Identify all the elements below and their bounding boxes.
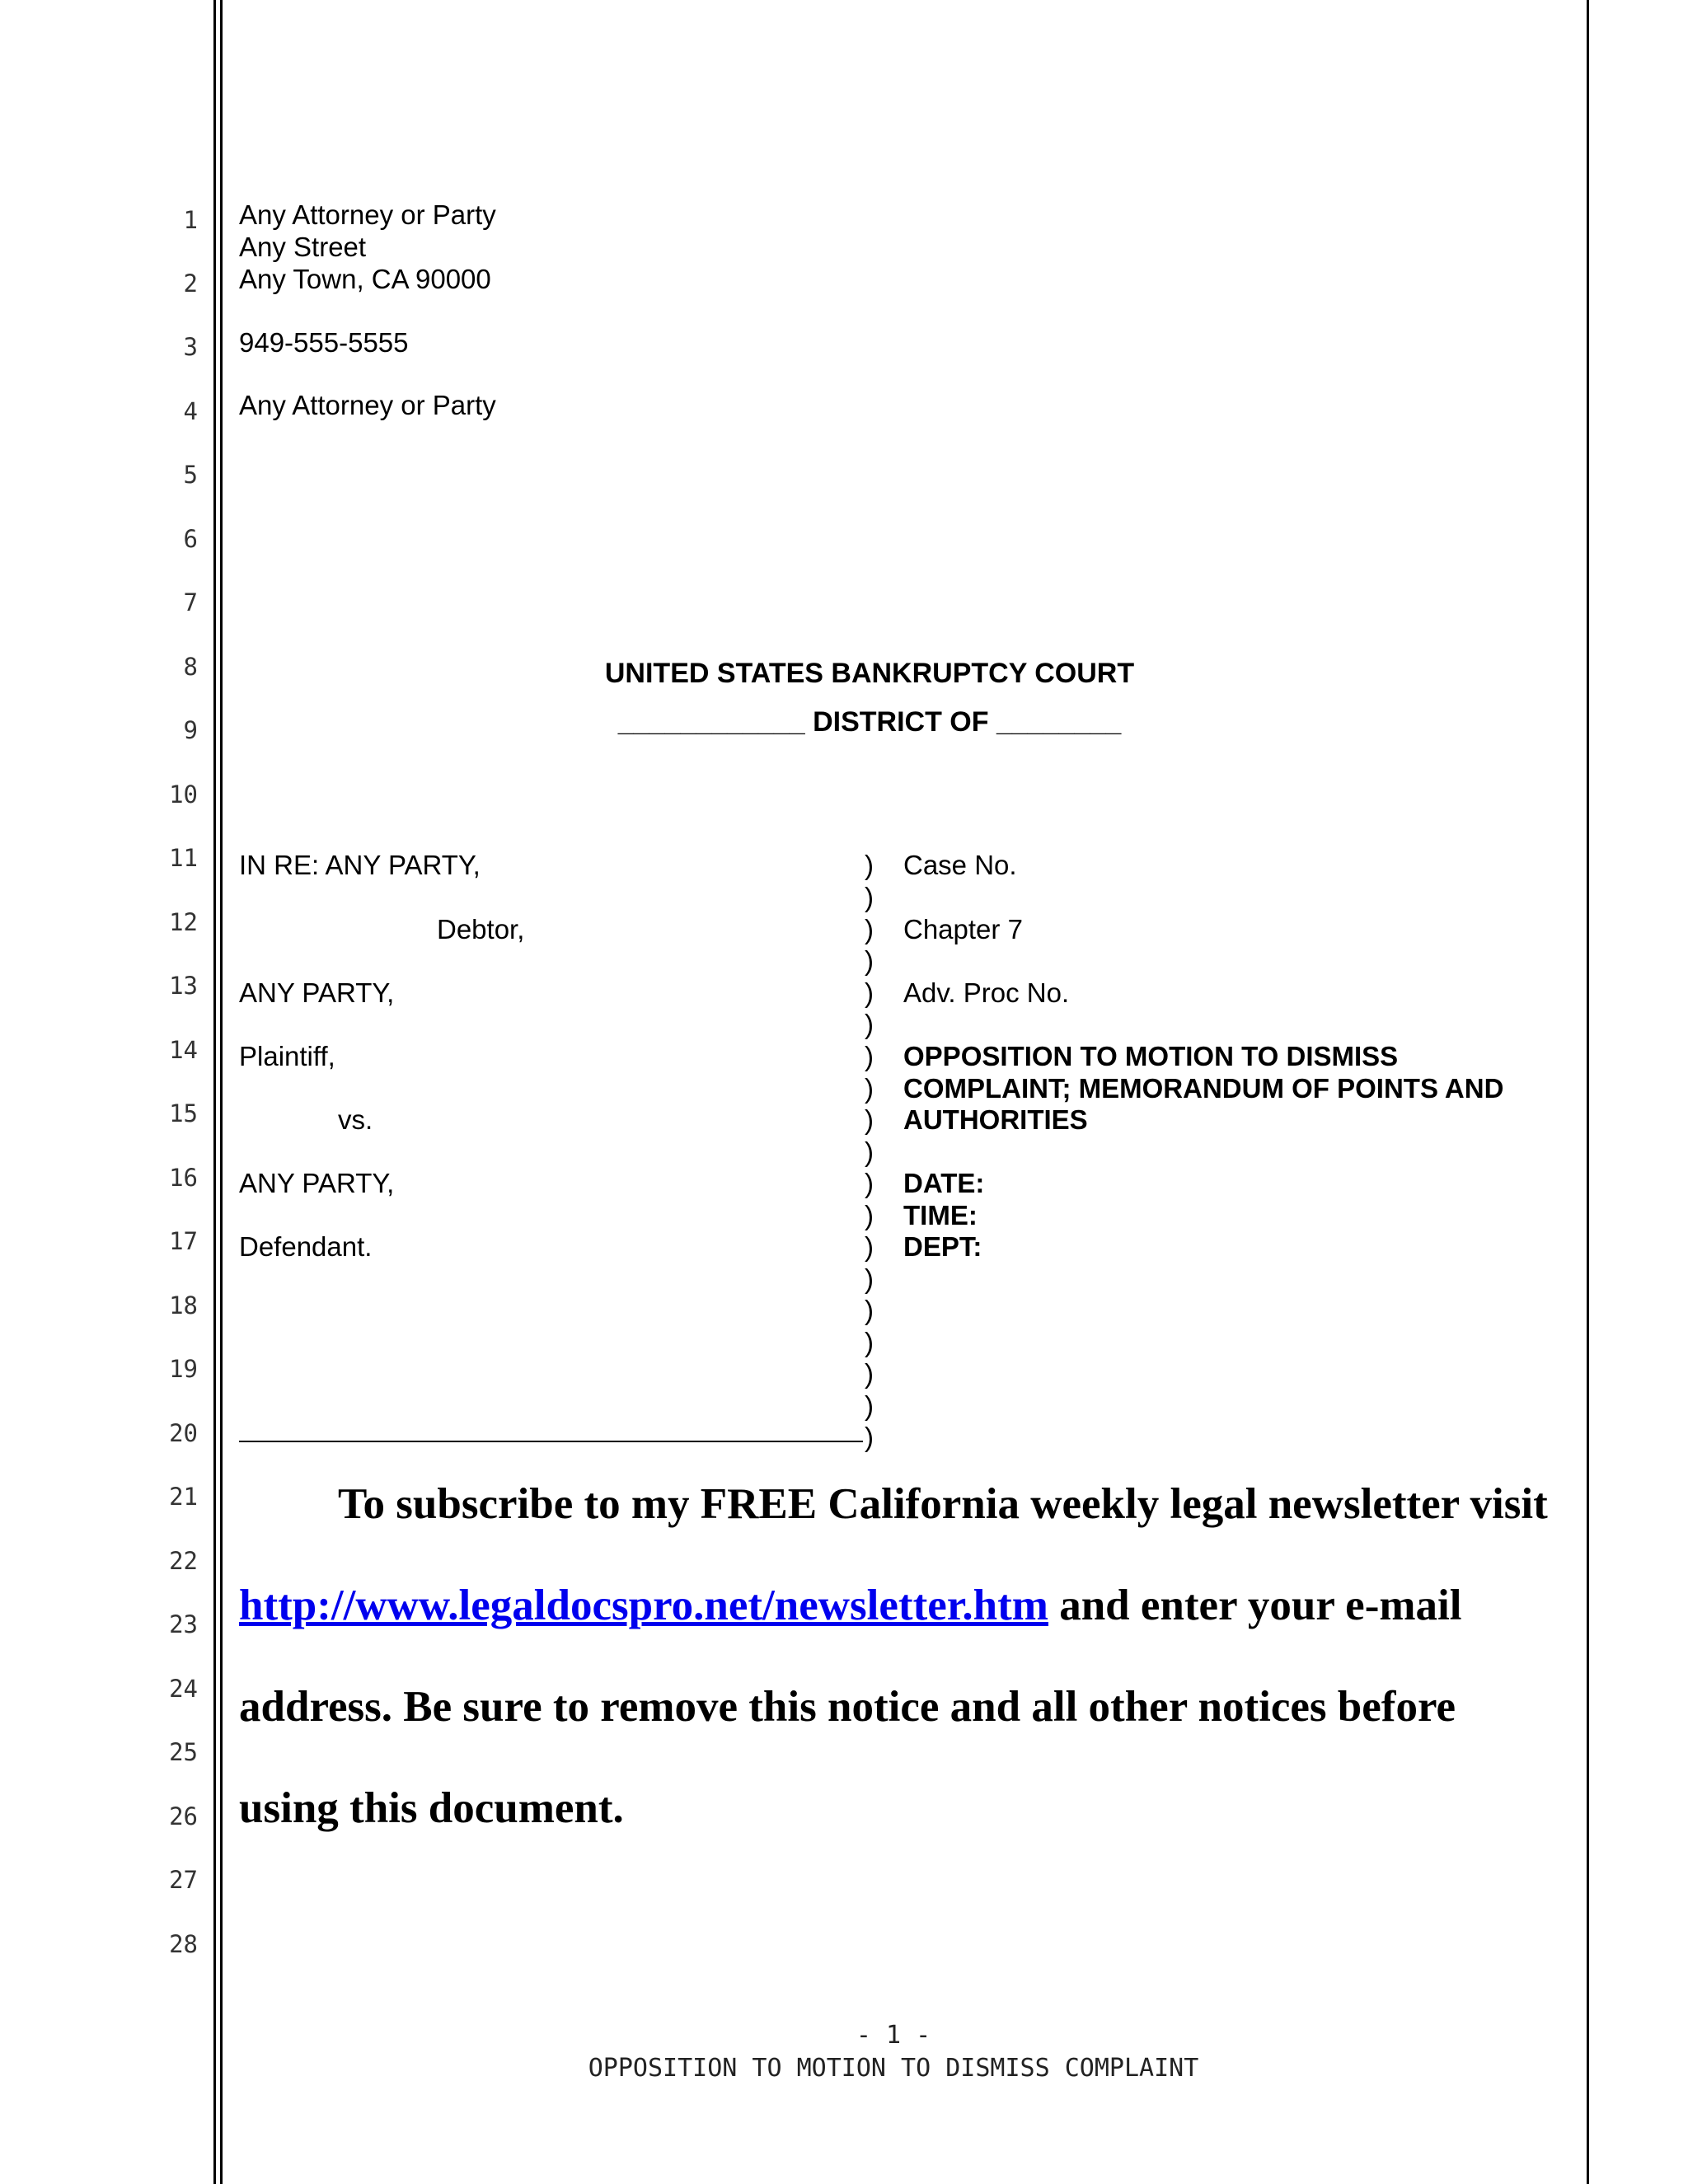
hearing-time: TIME: — [903, 1200, 978, 1230]
paren: ) — [865, 1041, 874, 1071]
paren: ) — [865, 1104, 874, 1135]
paren: ) — [865, 1231, 874, 1262]
line-number: 20 — [169, 1419, 198, 1447]
line-number: 3 — [183, 333, 198, 361]
notice-line-4: using this document. — [239, 1784, 624, 1832]
notice-line-2-rest: and enter your e-mail — [1048, 1582, 1462, 1629]
line-number: 8 — [183, 653, 198, 681]
paren: ) — [865, 1422, 874, 1452]
document-title-line-1: OPPOSITION TO MOTION TO DISMISS — [903, 1041, 1399, 1071]
paren: ) — [865, 945, 874, 976]
adv-proc-number: Adv. Proc No. — [903, 977, 1070, 1008]
paren: ) — [865, 1073, 874, 1104]
notice-line-3: address. Be sure to remove this notice and all other notices before — [239, 1683, 1456, 1731]
line-number: 17 — [169, 1227, 198, 1255]
paren: ) — [865, 1358, 874, 1389]
court-title: UNITED STATES BANKRUPTCY COURT — [604, 658, 1135, 689]
line-number: 14 — [169, 1036, 198, 1064]
line-number: 27 — [169, 1866, 198, 1894]
line-number: 6 — [183, 525, 198, 553]
line-number: 19 — [169, 1355, 198, 1383]
attorney-city: Any Town, CA 90000 — [239, 264, 491, 294]
line-number: 28 — [169, 1930, 198, 1958]
in-re-line: IN RE: ANY PARTY, — [239, 850, 481, 880]
paren: ) — [865, 1200, 874, 1230]
plaintiff-label: Plaintiff, — [239, 1041, 335, 1071]
debtor-label: Debtor, — [437, 914, 525, 944]
paren: ) — [865, 914, 874, 944]
paren: ) — [865, 1168, 874, 1198]
paren: ) — [865, 1263, 874, 1294]
line-number: 11 — [169, 844, 198, 872]
line-number: 18 — [169, 1291, 198, 1319]
notice-line-2 — [239, 1555, 1461, 1657]
paren: ) — [865, 882, 874, 912]
attorney-street: Any Street — [239, 232, 367, 262]
paren: ) — [865, 1009, 874, 1039]
hearing-date: DATE: — [903, 1168, 985, 1198]
paren: ) — [865, 1295, 874, 1325]
paren: ) — [865, 850, 874, 880]
paren: ) — [865, 977, 874, 1008]
footer-title: OPPOSITION TO MOTION TO DISMISS COMPLAINT — [588, 2054, 1199, 2083]
vs-label: vs. — [338, 1104, 373, 1135]
line-number: 15 — [169, 1099, 198, 1127]
paren: ) — [865, 1327, 874, 1357]
line-number: 26 — [169, 1802, 198, 1830]
newsletter-link[interactable]: http://www.legaldocspro.net/newsletter.htm — [239, 1582, 1048, 1629]
left-margin-rule-inner — [220, 0, 223, 2184]
line-number: 22 — [169, 1547, 198, 1575]
line-number: 12 — [169, 908, 198, 936]
court-district: ____________ DISTRICT OF ________ — [617, 706, 1122, 738]
line-number: 2 — [183, 269, 198, 298]
defendant-name: ANY PARTY, — [239, 1168, 395, 1198]
caption-bottom-rule — [239, 1441, 863, 1442]
line-number: 21 — [169, 1483, 198, 1511]
attorney-name: Any Attorney or Party — [239, 199, 496, 230]
line-number: 5 — [183, 461, 198, 489]
line-number: 13 — [169, 972, 198, 1000]
line-number: 9 — [183, 716, 198, 744]
hearing-dept: DEPT: — [903, 1231, 982, 1262]
defendant-label: Defendant. — [239, 1231, 373, 1262]
attorney-phone: 949-555-5555 — [239, 327, 409, 358]
page-number: - 1 - — [856, 2021, 931, 2050]
notice-line-1: To subscribe to my FREE California weekly legal newsletter visit — [338, 1480, 1548, 1528]
plaintiff-name: ANY PARTY, — [239, 977, 395, 1008]
right-margin-rule — [1587, 0, 1589, 2184]
document-title-line-3: AUTHORITIES — [903, 1104, 1088, 1135]
line-number: 25 — [169, 1738, 198, 1766]
left-margin-rule-outer — [213, 0, 216, 2184]
case-number: Case No. — [903, 850, 1017, 880]
document-title-line-2: COMPLAINT; MEMORANDUM OF POINTS AND — [903, 1073, 1504, 1104]
line-number: 7 — [183, 588, 198, 616]
line-number: 10 — [169, 780, 198, 808]
chapter: Chapter 7 — [903, 914, 1023, 944]
paren: ) — [865, 1137, 874, 1167]
attorney-for: Any Attorney or Party — [239, 390, 496, 420]
line-number: 23 — [169, 1610, 198, 1638]
line-number: 16 — [169, 1164, 198, 1192]
line-number: 24 — [169, 1675, 198, 1703]
line-number: 1 — [183, 206, 198, 234]
paren: ) — [865, 1390, 874, 1421]
line-number: 4 — [183, 397, 198, 425]
